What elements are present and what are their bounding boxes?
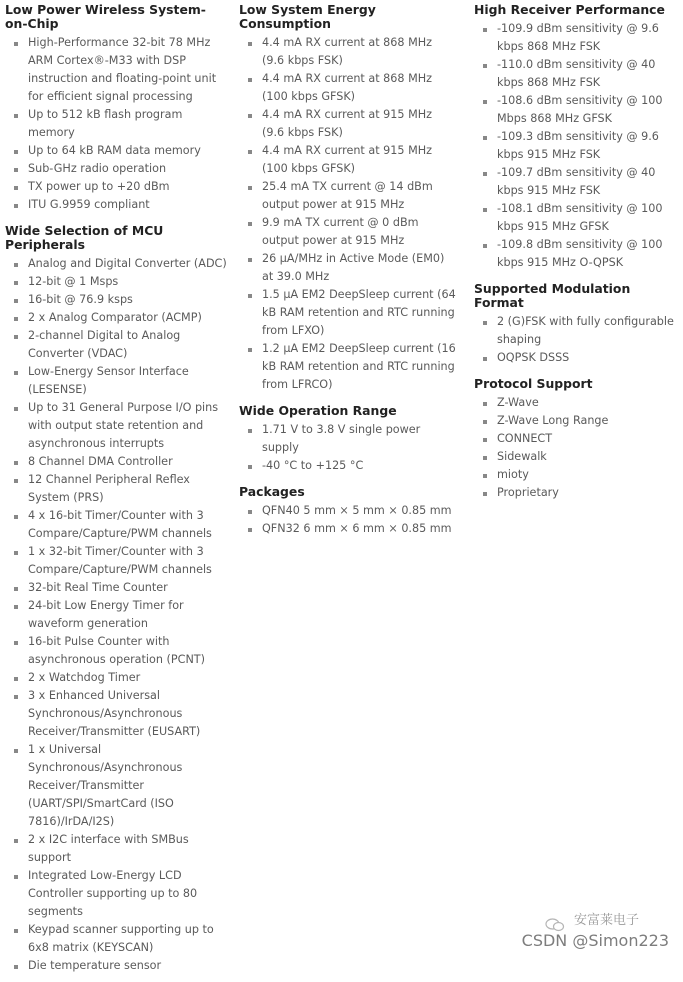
list-item: -109.8 dBm sensitivity @ 100 kbps 915 MHz O-QPSK — [474, 236, 681, 272]
column-middle — [239, 0, 457, 545]
list-item: High-Performance 32-bit 78 MHz ARM Cortex®-M33 with DSP instruction and floating-point unit for efficient signal processing — [5, 34, 227, 106]
list-item: Die temperature sensor — [5, 957, 227, 975]
list-item: 3 x Enhanced Universal Synchronous/Asynchronous Receiver/Transmitter (EUSART) — [5, 687, 227, 741]
feature-list-protocol-support — [474, 394, 681, 502]
list-item: 26 µA/MHz in Active Mode (EM0) at 39.0 MHz — [239, 250, 457, 286]
feature-list-energy-consumption — [239, 34, 457, 394]
list-item: 1 x 32-bit Timer/Counter with 3 Compare/Capture/PWM channels — [5, 543, 227, 579]
list-item: -109.9 dBm sensitivity @ 9.6 kbps 868 MHz FSK — [474, 20, 681, 56]
feature-list-low-power-soc — [5, 34, 227, 214]
list-item: Sidewalk — [474, 448, 681, 466]
list-item: -108.1 dBm sensitivity @ 100 kbps 915 MHz GFSK — [474, 200, 681, 236]
list-item: Up to 512 kB flash program memory — [5, 106, 227, 142]
list-item: -40 °C to +125 °C — [239, 457, 457, 475]
feature-list-receiver-performance — [474, 20, 681, 272]
list-item: mioty — [474, 466, 681, 484]
list-item: CONNECT — [474, 430, 681, 448]
list-item: 2 x Watchdog Timer — [5, 669, 227, 687]
list-item: 1.71 V to 3.8 V single power supply — [239, 421, 457, 457]
wechat-account-watermark: 安富莱电子 — [574, 913, 640, 928]
list-item: -110.0 dBm sensitivity @ 40 kbps 868 MHz FSK — [474, 56, 681, 92]
list-item: 1 x Universal Synchronous/Asynchronous Receiver/Transmitter (UART/SPI/SmartCard (ISO 7816)/IrDA/I2S) — [5, 741, 227, 831]
list-item: Sub-GHz radio operation — [5, 160, 227, 178]
list-item: ITU G.9959 compliant — [5, 196, 227, 214]
list-item: 1.2 µA EM2 DeepSleep current (16 kB RAM retention and RTC running from LFRCO) — [239, 340, 457, 394]
list-item: Analog and Digital Converter (ADC) — [5, 255, 227, 273]
feature-list-packages — [239, 502, 457, 538]
csdn-author-watermark: CSDN @Simon223 — [521, 931, 669, 950]
list-item: 25.4 mA TX current @ 14 dBm output power at 915 MHz — [239, 178, 457, 214]
list-item: 2 x Analog Comparator (ACMP) — [5, 309, 227, 327]
feature-list-modulation-format — [474, 313, 681, 367]
section-title-energy-consumption: Low System Energy Consumption — [239, 2, 376, 31]
list-item: 4.4 mA RX current at 915 MHz (9.6 kbps FSK) — [239, 106, 457, 142]
column-left — [5, 0, 227, 982]
wechat-logo-icon — [545, 918, 565, 932]
list-item: Proprietary — [474, 484, 681, 502]
list-item: Z-Wave — [474, 394, 681, 412]
feature-list-mcu-peripherals — [5, 255, 227, 975]
list-item: 9.9 mA TX current @ 0 dBm output power at 915 MHz — [239, 214, 457, 250]
list-item: 2 (G)FSK with fully configurable shaping — [474, 313, 681, 349]
section-title-packages: Packages — [239, 484, 305, 499]
list-item: Up to 31 General Purpose I/O pins with output state retention and asynchronous interrupts — [5, 399, 227, 453]
list-item: 12 Channel Peripheral Reflex System (PRS) — [5, 471, 227, 507]
list-item: 1.5 µA EM2 DeepSleep current (64 kB RAM retention and RTC running from LFXO) — [239, 286, 457, 340]
list-item: -109.7 dBm sensitivity @ 40 kbps 915 MHz FSK — [474, 164, 681, 200]
feature-list-operation-range — [239, 421, 457, 475]
list-item: 8 Channel DMA Controller — [5, 453, 227, 471]
section-title-modulation-format: Supported Modulation Format — [474, 281, 631, 310]
list-item: 24-bit Low Energy Timer for waveform generation — [5, 597, 227, 633]
list-item: Z-Wave Long Range — [474, 412, 681, 430]
section-title-operation-range: Wide Operation Range — [239, 403, 397, 418]
section-title-receiver-performance: High Receiver Performance — [474, 2, 665, 17]
list-item: QFN32 6 mm × 6 mm × 0.85 mm — [239, 520, 457, 538]
list-item: TX power up to +20 dBm — [5, 178, 227, 196]
list-item: 4 x 16-bit Timer/Counter with 3 Compare/Capture/PWM channels — [5, 507, 227, 543]
list-item: Keypad scanner supporting up to 6x8 matrix (KEYSCAN) — [5, 921, 227, 957]
list-item: 16-bit @ 76.9 ksps — [5, 291, 227, 309]
list-item: -109.3 dBm sensitivity @ 9.6 kbps 915 MHz FSK — [474, 128, 681, 164]
list-item: 2 x I2C interface with SMBus support — [5, 831, 227, 867]
list-item: 32-bit Real Time Counter — [5, 579, 227, 597]
list-item: Integrated Low-Energy LCD Controller supporting up to 80 segments — [5, 867, 227, 921]
list-item: 12-bit @ 1 Msps — [5, 273, 227, 291]
section-title-protocol-support: Protocol Support — [474, 376, 593, 391]
list-item: -108.6 dBm sensitivity @ 100 Mbps 868 MHz GFSK — [474, 92, 681, 128]
list-item: 4.4 mA RX current at 915 MHz (100 kbps GFSK) — [239, 142, 457, 178]
list-item: 4.4 mA RX current at 868 MHz (9.6 kbps FSK) — [239, 34, 457, 70]
list-item: 2-channel Digital to Analog Converter (VDAC) — [5, 327, 227, 363]
list-item: OQPSK DSSS — [474, 349, 681, 367]
section-title-low-power-soc: Low Power Wireless System-on-Chip — [5, 2, 206, 31]
section-title-mcu-peripherals: Wide Selection of MCU Peripherals — [5, 223, 164, 252]
list-item: QFN40 5 mm × 5 mm × 0.85 mm — [239, 502, 457, 520]
list-item: 4.4 mA RX current at 868 MHz (100 kbps GFSK) — [239, 70, 457, 106]
list-item: 16-bit Pulse Counter with asynchronous operation (PCNT) — [5, 633, 227, 669]
list-item: Up to 64 kB RAM data memory — [5, 142, 227, 160]
column-right — [474, 0, 681, 509]
list-item: Low-Energy Sensor Interface (LESENSE) — [5, 363, 227, 399]
